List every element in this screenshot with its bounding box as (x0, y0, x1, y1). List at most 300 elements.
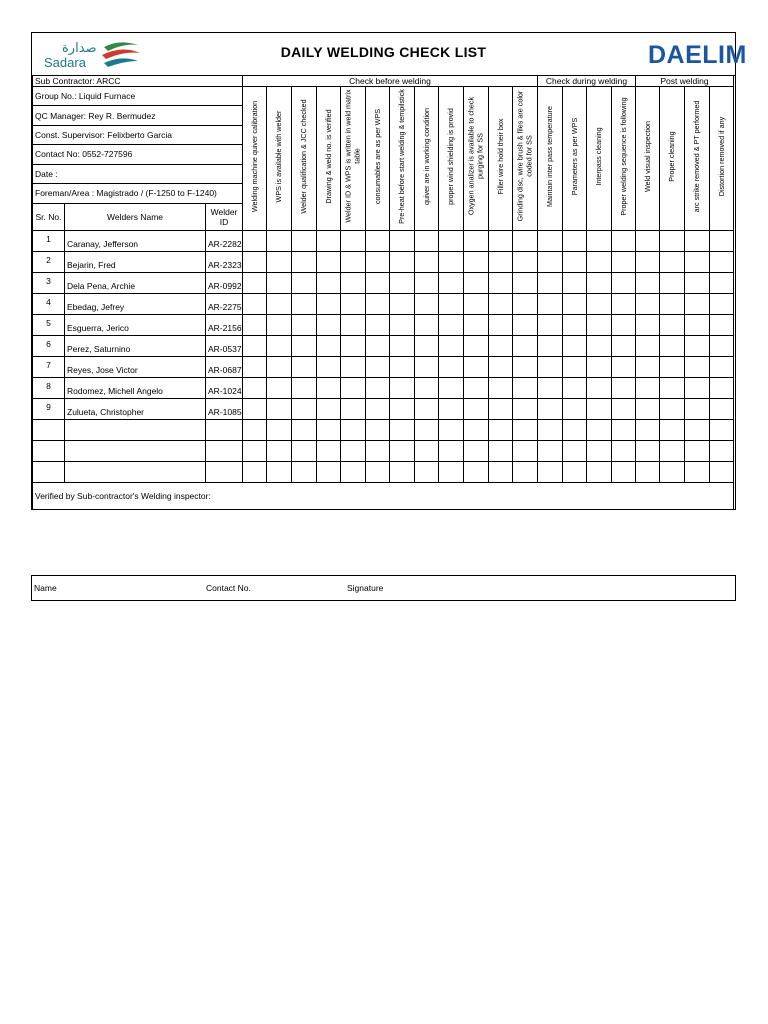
page-title: DAILY WELDING CHECK LIST (280, 44, 487, 60)
check-cell[interactable] (317, 273, 341, 294)
welder-sr: 6 (33, 336, 65, 357)
check-header-8 (415, 87, 439, 231)
welder-name: Esguerra, Jerico (65, 315, 206, 336)
check-cell[interactable] (612, 357, 636, 378)
check-cell[interactable] (612, 252, 636, 273)
welder-id: AR-2275 (206, 294, 243, 315)
check-cell[interactable] (489, 315, 513, 336)
check-cell[interactable] (685, 273, 710, 294)
check-cell[interactable] (464, 252, 489, 273)
check-cell[interactable] (710, 252, 734, 273)
check-cell[interactable] (710, 294, 734, 315)
check-header-11 (489, 87, 513, 231)
check-cell[interactable] (513, 399, 538, 420)
check-cell[interactable] (538, 378, 563, 399)
check-cell[interactable] (612, 462, 636, 483)
check-cell[interactable] (366, 252, 390, 273)
check-cell[interactable] (612, 441, 636, 462)
check-cell[interactable] (563, 420, 587, 441)
check-cell[interactable] (439, 231, 464, 252)
check-cell[interactable] (710, 336, 734, 357)
check-cell[interactable] (317, 357, 341, 378)
check-cell[interactable] (612, 378, 636, 399)
check-cell[interactable] (415, 378, 439, 399)
check-cell[interactable] (267, 441, 292, 462)
check-cell[interactable] (390, 252, 415, 273)
check-cell[interactable] (563, 336, 587, 357)
check-cell[interactable] (341, 252, 366, 273)
check-header-label: proper wind shielding is provid (445, 107, 455, 205)
check-cell[interactable] (464, 273, 489, 294)
check-cell[interactable] (636, 315, 660, 336)
check-cell[interactable] (538, 252, 563, 273)
check-cell[interactable] (612, 315, 636, 336)
check-cell[interactable] (267, 294, 292, 315)
check-cell[interactable] (341, 336, 366, 357)
check-cell[interactable] (563, 252, 587, 273)
check-cell[interactable] (415, 294, 439, 315)
check-cell[interactable] (390, 336, 415, 357)
check-cell[interactable] (710, 357, 734, 378)
check-cell[interactable] (317, 399, 341, 420)
check-cell[interactable] (489, 336, 513, 357)
check-cell[interactable] (341, 231, 366, 252)
check-cell[interactable] (489, 357, 513, 378)
check-cell[interactable] (685, 399, 710, 420)
welder-name: Perez, Saturnino (65, 336, 206, 357)
check-cell[interactable] (366, 462, 390, 483)
check-cell[interactable] (587, 273, 612, 294)
check-header-13 (538, 87, 563, 231)
check-cell[interactable] (366, 378, 390, 399)
check-cell[interactable] (366, 441, 390, 462)
check-cell[interactable] (341, 378, 366, 399)
check-cell[interactable] (636, 399, 660, 420)
check-cell[interactable] (538, 462, 563, 483)
check-cell[interactable] (710, 441, 734, 462)
check-cell[interactable] (612, 231, 636, 252)
check-cell[interactable] (489, 294, 513, 315)
table-row (33, 336, 734, 357)
check-cell[interactable] (587, 399, 612, 420)
welder-id: AR-0687 (206, 357, 243, 378)
check-cell[interactable] (415, 399, 439, 420)
check-cell[interactable] (489, 462, 513, 483)
check-cell[interactable] (415, 252, 439, 273)
check-cell[interactable] (660, 231, 685, 252)
daelim-logo-text: DAELIM (648, 41, 747, 69)
check-cell[interactable] (267, 315, 292, 336)
check-cell[interactable] (489, 399, 513, 420)
check-header-label: Interpass cleaning (593, 126, 603, 186)
check-cell[interactable] (660, 378, 685, 399)
check-cell[interactable] (489, 273, 513, 294)
check-cell[interactable] (292, 231, 317, 252)
check-cell[interactable] (660, 462, 685, 483)
welder-id (206, 441, 243, 462)
check-cell[interactable] (587, 294, 612, 315)
check-cell[interactable] (587, 378, 612, 399)
check-header-label: Grinding disc, wire brush & files are color coded for SS (515, 90, 533, 222)
check-cell[interactable] (710, 462, 734, 483)
check-cell[interactable] (341, 294, 366, 315)
check-cell[interactable] (685, 378, 710, 399)
check-cell[interactable] (587, 315, 612, 336)
check-header-label: Distortion removed if any (716, 116, 726, 196)
welder-name (65, 441, 206, 462)
check-cell[interactable] (636, 273, 660, 294)
check-cell[interactable] (243, 294, 267, 315)
check-cell[interactable] (292, 399, 317, 420)
check-header-4 (317, 87, 341, 231)
info-sub-contractor: Sub Contractor: ARCC (33, 76, 243, 87)
check-cell[interactable] (636, 357, 660, 378)
check-header-label: Maintain inter pass temperature (544, 105, 554, 207)
check-cell[interactable] (292, 378, 317, 399)
check-header-12 (513, 87, 538, 231)
check-cell[interactable] (489, 231, 513, 252)
check-cell[interactable] (415, 273, 439, 294)
check-cell[interactable] (538, 399, 563, 420)
check-cell[interactable] (243, 378, 267, 399)
check-cell[interactable] (660, 399, 685, 420)
check-cell[interactable] (267, 420, 292, 441)
check-cell[interactable] (538, 231, 563, 252)
info-qc-manager: QC Manager: Rey R. Bermudez (33, 106, 243, 125)
check-cell[interactable] (390, 441, 415, 462)
check-cell[interactable] (660, 294, 685, 315)
check-cell[interactable] (685, 252, 710, 273)
check-cell[interactable] (685, 231, 710, 252)
check-cell[interactable] (464, 462, 489, 483)
check-cell[interactable] (587, 420, 612, 441)
check-cell[interactable] (415, 231, 439, 252)
check-cell[interactable] (415, 336, 439, 357)
check-cell[interactable] (685, 357, 710, 378)
check-cell[interactable] (415, 357, 439, 378)
check-cell[interactable] (390, 378, 415, 399)
check-cell[interactable] (317, 378, 341, 399)
check-cell[interactable] (587, 252, 612, 273)
check-cell[interactable] (636, 462, 660, 483)
check-cell[interactable] (660, 357, 685, 378)
check-cell[interactable] (267, 231, 292, 252)
check-cell[interactable] (341, 357, 366, 378)
welder-id: AR-1024 (206, 378, 243, 399)
check-cell[interactable] (513, 462, 538, 483)
welder-id: AR-0992 (206, 273, 243, 294)
check-header-label: Welder qualification & JCC checked (298, 98, 308, 214)
check-cell[interactable] (513, 420, 538, 441)
check-cell[interactable] (366, 420, 390, 441)
check-cell[interactable] (685, 462, 710, 483)
welder-id: AR-0537 (206, 336, 243, 357)
check-cell[interactable] (513, 357, 538, 378)
check-cell[interactable] (366, 336, 390, 357)
check-cell[interactable] (415, 420, 439, 441)
check-cell[interactable] (685, 420, 710, 441)
check-cell[interactable] (292, 357, 317, 378)
welder-id: AR-2282 (206, 231, 243, 252)
check-cell[interactable] (464, 399, 489, 420)
check-cell[interactable] (415, 462, 439, 483)
check-cell[interactable] (636, 378, 660, 399)
check-cell[interactable] (243, 399, 267, 420)
check-cell[interactable] (390, 273, 415, 294)
check-cell[interactable] (538, 420, 563, 441)
check-cell[interactable] (292, 294, 317, 315)
check-cell[interactable] (464, 357, 489, 378)
check-header-17 (636, 87, 660, 231)
check-header-label: Proper cleaning (666, 130, 676, 182)
check-cell[interactable] (513, 336, 538, 357)
check-cell[interactable] (489, 252, 513, 273)
check-cell[interactable] (636, 294, 660, 315)
table-row (33, 420, 734, 441)
check-cell[interactable] (636, 231, 660, 252)
check-cell[interactable] (439, 378, 464, 399)
check-cell[interactable] (464, 294, 489, 315)
check-cell[interactable] (292, 420, 317, 441)
welder-sr (33, 420, 65, 441)
check-cell[interactable] (538, 441, 563, 462)
check-cell[interactable] (317, 231, 341, 252)
check-cell[interactable] (341, 441, 366, 462)
check-cell[interactable] (341, 273, 366, 294)
check-cell[interactable] (660, 336, 685, 357)
check-cell[interactable] (563, 315, 587, 336)
check-header-9 (439, 87, 464, 231)
check-cell[interactable] (292, 441, 317, 462)
check-cell[interactable] (292, 252, 317, 273)
check-cell[interactable] (685, 315, 710, 336)
check-cell[interactable] (439, 399, 464, 420)
check-header-label: Weld visual inspection (642, 120, 652, 192)
check-cell[interactable] (292, 273, 317, 294)
sheet-header (32, 33, 747, 76)
check-cell[interactable] (612, 336, 636, 357)
check-cell[interactable] (710, 399, 734, 420)
check-cell[interactable] (513, 315, 538, 336)
check-cell[interactable] (243, 231, 267, 252)
check-cell[interactable] (636, 441, 660, 462)
check-cell[interactable] (587, 441, 612, 462)
check-cell[interactable] (243, 336, 267, 357)
check-cell[interactable] (267, 336, 292, 357)
check-cell[interactable] (563, 357, 587, 378)
check-cell[interactable] (439, 462, 464, 483)
check-cell[interactable] (267, 399, 292, 420)
check-cell[interactable] (464, 315, 489, 336)
check-cell[interactable] (439, 252, 464, 273)
check-cell[interactable] (390, 399, 415, 420)
info-contact-no: Contact No: 0552-727596 (33, 145, 243, 164)
check-cell[interactable] (292, 315, 317, 336)
footer-contact-label: Contact No. (206, 583, 251, 593)
check-cell[interactable] (710, 420, 734, 441)
check-cell[interactable] (587, 357, 612, 378)
check-cell[interactable] (415, 315, 439, 336)
sadara-latin-text: Sadara (44, 55, 86, 70)
check-cell[interactable] (464, 231, 489, 252)
check-cell[interactable] (415, 441, 439, 462)
check-cell[interactable] (267, 273, 292, 294)
check-cell[interactable] (587, 336, 612, 357)
check-cell[interactable] (636, 336, 660, 357)
check-cell[interactable] (267, 378, 292, 399)
group-post-welding: Post welding (636, 76, 734, 87)
check-cell[interactable] (267, 252, 292, 273)
check-cell[interactable] (317, 420, 341, 441)
check-cell[interactable] (612, 399, 636, 420)
check-cell[interactable] (660, 273, 685, 294)
check-cell[interactable] (464, 336, 489, 357)
check-cell[interactable] (660, 315, 685, 336)
check-cell[interactable] (341, 399, 366, 420)
welder-id: AR-2156 (206, 315, 243, 336)
check-header-label: Filler wire hold their box (495, 118, 505, 194)
check-cell[interactable] (243, 420, 267, 441)
check-cell[interactable] (243, 252, 267, 273)
check-cell[interactable] (243, 273, 267, 294)
check-cell[interactable] (660, 441, 685, 462)
check-cell[interactable] (563, 294, 587, 315)
check-cell[interactable] (267, 357, 292, 378)
col-welder-id: Welder ID (206, 203, 243, 230)
check-cell[interactable] (317, 294, 341, 315)
check-cell[interactable] (439, 420, 464, 441)
check-cell[interactable] (563, 399, 587, 420)
check-cell[interactable] (366, 294, 390, 315)
check-cell[interactable] (317, 336, 341, 357)
check-cell[interactable] (267, 462, 292, 483)
check-cell[interactable] (513, 273, 538, 294)
check-cell[interactable] (563, 273, 587, 294)
check-cell[interactable] (390, 231, 415, 252)
check-cell[interactable] (612, 294, 636, 315)
check-cell[interactable] (292, 462, 317, 483)
check-cell[interactable] (538, 357, 563, 378)
check-cell[interactable] (710, 378, 734, 399)
check-header-label: Welder ID & WPS is written in weld matrix table (343, 89, 361, 223)
welder-name (65, 420, 206, 441)
check-cell[interactable] (513, 231, 538, 252)
check-header-label: consumables are as per WPS (372, 108, 382, 204)
welder-name: Caranay, Jefferson (65, 231, 206, 252)
check-cell[interactable] (366, 231, 390, 252)
check-cell[interactable] (587, 231, 612, 252)
check-cell[interactable] (587, 462, 612, 483)
check-cell[interactable] (513, 378, 538, 399)
check-cell[interactable] (685, 441, 710, 462)
check-cell[interactable] (317, 252, 341, 273)
check-cell[interactable] (317, 315, 341, 336)
check-cell[interactable] (317, 462, 341, 483)
check-cell[interactable] (563, 231, 587, 252)
check-cell[interactable] (439, 336, 464, 357)
check-header-14 (563, 87, 587, 231)
check-header-label: quiver are in working condition (421, 107, 431, 205)
check-cell[interactable] (660, 252, 685, 273)
check-cell[interactable] (538, 336, 563, 357)
check-cell[interactable] (710, 273, 734, 294)
col-sr-no: Sr. No. (33, 203, 65, 230)
check-cell[interactable] (563, 441, 587, 462)
check-cell[interactable] (390, 315, 415, 336)
table-row (33, 315, 734, 336)
check-header-19 (685, 87, 710, 231)
check-header-label: Pre-heat before start welding & tempilstick (396, 88, 406, 224)
check-cell[interactable] (366, 357, 390, 378)
check-cell[interactable] (390, 462, 415, 483)
table-row (33, 231, 734, 252)
check-cell[interactable] (636, 420, 660, 441)
welder-name: Zulueta, Christopher (65, 399, 206, 420)
sadara-arabic-text: صدارة (62, 41, 97, 56)
check-cell[interactable] (366, 315, 390, 336)
check-cell[interactable] (439, 273, 464, 294)
check-cell[interactable] (439, 441, 464, 462)
check-cell[interactable] (710, 231, 734, 252)
check-cell[interactable] (390, 420, 415, 441)
check-cell[interactable] (439, 357, 464, 378)
check-cell[interactable] (341, 315, 366, 336)
check-cell[interactable] (341, 420, 366, 441)
check-cell[interactable] (538, 315, 563, 336)
check-cell[interactable] (489, 378, 513, 399)
check-cell[interactable] (513, 294, 538, 315)
check-cell[interactable] (243, 441, 267, 462)
check-cell[interactable] (464, 420, 489, 441)
welder-sr (33, 462, 65, 483)
welder-name: Reyes, Jose Victor (65, 357, 206, 378)
check-cell[interactable] (464, 441, 489, 462)
check-cell[interactable] (366, 399, 390, 420)
check-cell[interactable] (636, 252, 660, 273)
check-cell[interactable] (317, 441, 341, 462)
daelim-logo (624, 41, 747, 69)
check-cell[interactable] (439, 315, 464, 336)
check-header-label: Drawing & weld no. is verified (323, 108, 333, 204)
check-cell[interactable] (390, 294, 415, 315)
check-cell[interactable] (612, 273, 636, 294)
check-cell[interactable] (685, 336, 710, 357)
check-cell[interactable] (538, 294, 563, 315)
check-cell[interactable] (660, 420, 685, 441)
check-cell[interactable] (439, 294, 464, 315)
check-cell[interactable] (538, 273, 563, 294)
check-cell[interactable] (292, 336, 317, 357)
check-cell[interactable] (341, 462, 366, 483)
check-cell[interactable] (563, 462, 587, 483)
check-cell[interactable] (489, 420, 513, 441)
check-cell[interactable] (243, 357, 267, 378)
check-cell[interactable] (612, 420, 636, 441)
check-cell[interactable] (366, 273, 390, 294)
check-cell[interactable] (390, 357, 415, 378)
check-header-5 (341, 87, 366, 231)
check-cell[interactable] (563, 378, 587, 399)
check-cell[interactable] (243, 462, 267, 483)
check-cell[interactable] (513, 252, 538, 273)
check-cell[interactable] (489, 441, 513, 462)
welder-sr: 1 (33, 231, 65, 252)
check-cell[interactable] (685, 294, 710, 315)
check-cell[interactable] (710, 315, 734, 336)
check-cell[interactable] (464, 378, 489, 399)
check-cell[interactable] (243, 315, 267, 336)
check-cell[interactable] (513, 441, 538, 462)
